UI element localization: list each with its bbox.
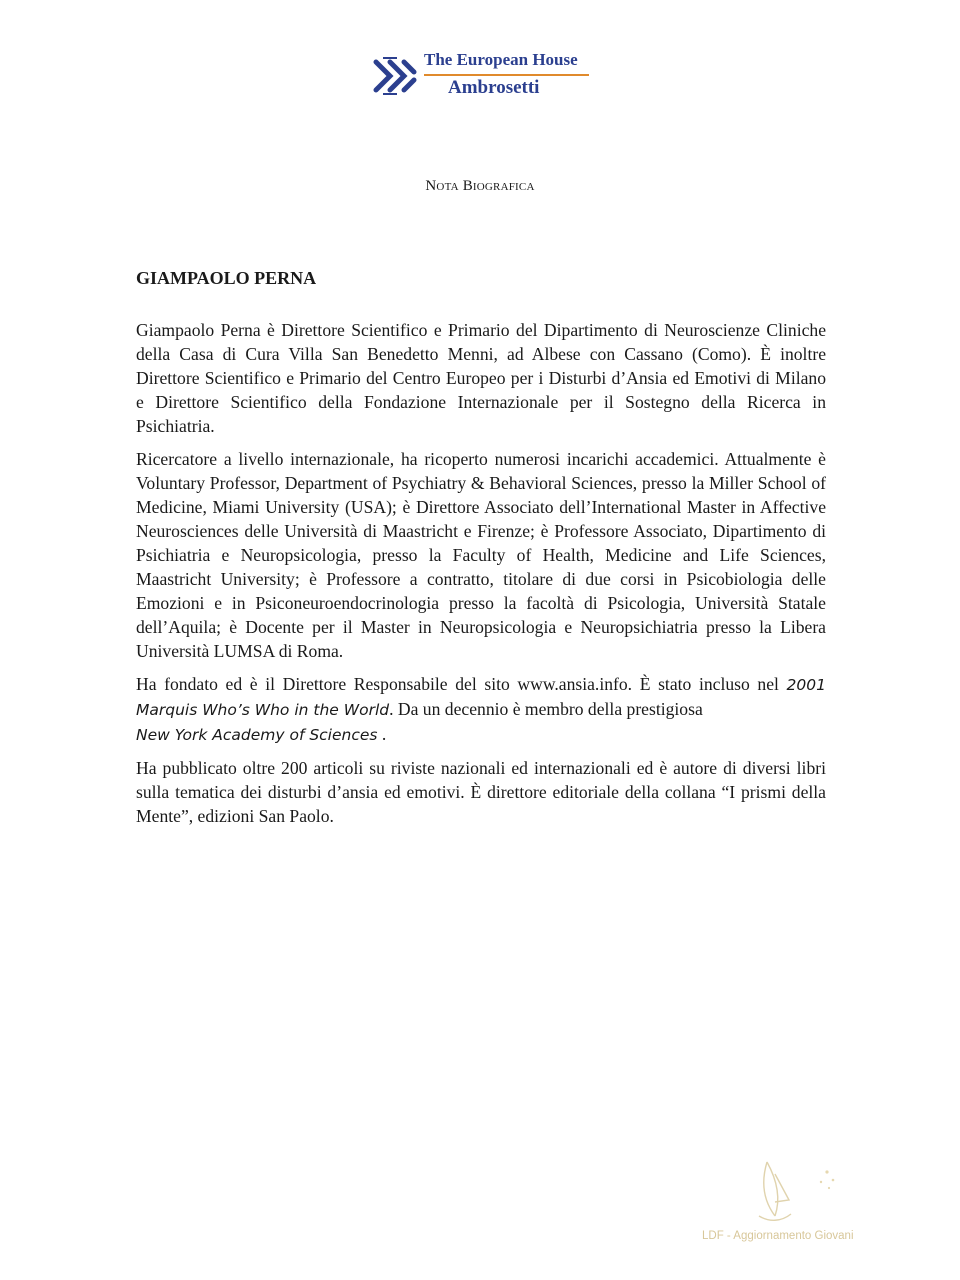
sailboat-icon bbox=[755, 1160, 845, 1228]
brand-name-line2: Ambrosetti bbox=[448, 77, 540, 98]
paragraph-3-text-a: Ha fondato ed è il Direttore Responsabile del sito www.ansia.info. È stato incluso nel bbox=[136, 674, 787, 694]
paragraph-2: Ricercatore a livello internazionale, ha ricoperto numerosi incarichi accademici. Attualmente è Voluntary Professor, Department of Psychiatry & Behavioral Sciences, presso la Miller School of Medicine, Miami University (USA); è Direttore Associato dell’International Master in Affective Neurosciences delle Università di Maastricht e Firenze; è Professore Associato, Dipartimento di Psichiatria e Neuropsicologia, presso la Faculty of Health, Medicine and Life Sciences, Maastricht University; è Professore a contratto, titolare di due corsi in Psicobiologia delle Emozioni e in Psiconeuroendocrinologia presso la facoltà di Psicologia, Università Statale dell’Aquila; è Docente per il Master in Neuropsicologia e Neuropsichiatria presso la Libera Università LUMSA di Roma. bbox=[136, 449, 826, 661]
footer-text: LDF - Aggiornamento Giovani bbox=[702, 1230, 854, 1242]
paragraph-1: Giampaolo Perna è Direttore Scientifico e Primario del Dipartimento di Neuroscienze Cliniche della Casa di Cura Villa San Benedetto Menni, ad Albese con Cassano (Como). È inoltre Direttore Scientifico e Primario del Centro Europeo per i Disturbi d’Ansia ed Emotivi di Milano e Direttore Scientifico della Fondazione Internazionale per il Sostegno della Ricerca in Psichiatria. bbox=[136, 320, 826, 436]
person-name: GIAMPAOLO PERNA bbox=[136, 268, 317, 288]
whos-who-title: 2001 Marquis Who’s Who in the World bbox=[136, 676, 826, 719]
paragraph-3-text-c: . bbox=[377, 724, 387, 744]
paragraph-3-text-b: . Da un decennio è membro della prestigiosa bbox=[389, 699, 703, 719]
brand-name-line1: The European House bbox=[424, 50, 578, 69]
paragraph-4: Ha pubblicato oltre 200 articoli su riviste nazionali ed internazionali ed è autore di diversi libri sulla tematica dei disturbi d’ansia ed emotivi. È direttore editoriale della collana “I prismi della Mente”, edizioni San Paolo. bbox=[136, 758, 826, 826]
biography-body bbox=[136, 318, 826, 837]
footer-watermark bbox=[700, 1160, 900, 1250]
academy-title: New York Academy of Sciences bbox=[136, 726, 378, 744]
paragraph-3 bbox=[136, 672, 826, 747]
brand-divider bbox=[424, 74, 589, 76]
document-heading: Nota Biografica bbox=[425, 178, 535, 194]
ambrosetti-logo-icon bbox=[370, 54, 420, 98]
brand-logo bbox=[370, 50, 600, 102]
